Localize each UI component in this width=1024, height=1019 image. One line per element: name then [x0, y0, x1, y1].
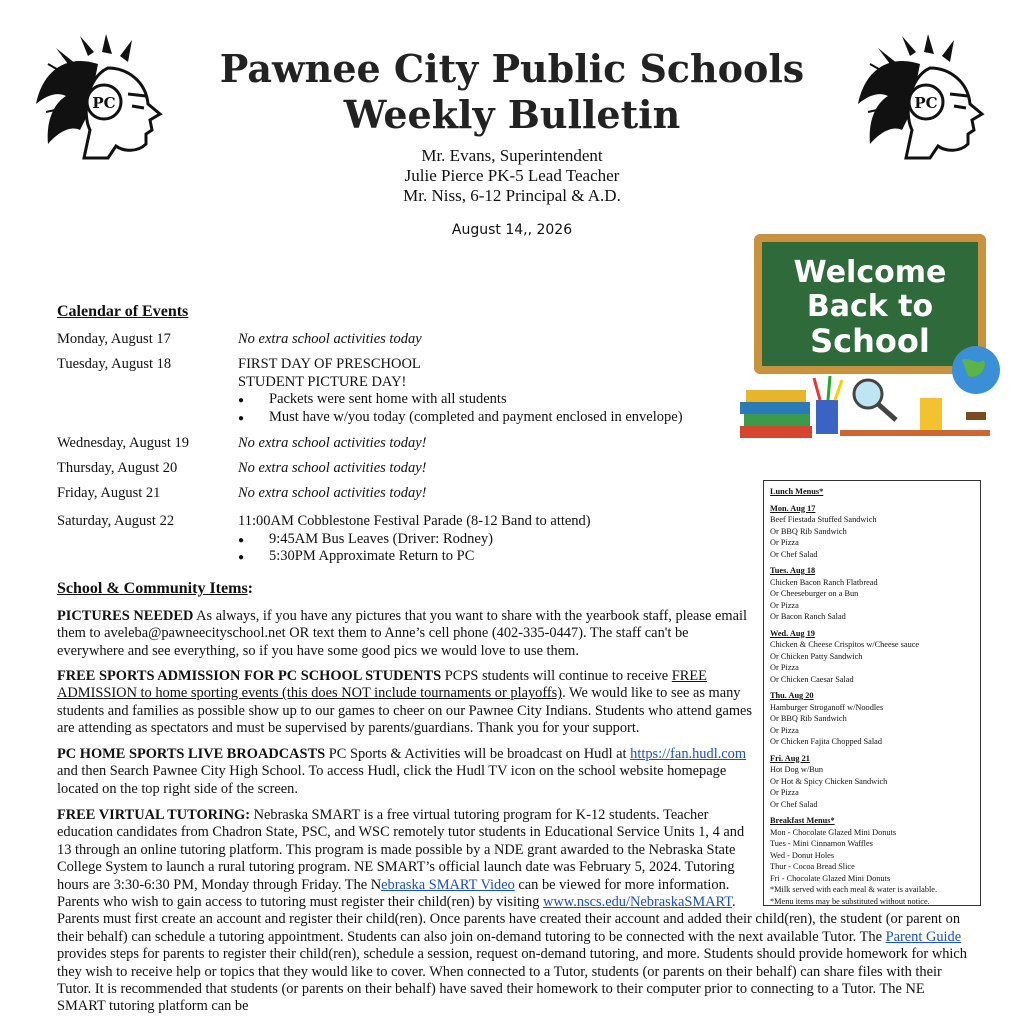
- item-title: PC HOME SPORTS LIVE BROADCASTS: [57, 746, 326, 762]
- item-title: FREE SPORTS ADMISSION FOR PC SCHOOL STUDENTS: [57, 668, 442, 684]
- tutoring-item-top: FREE VIRTUAL TUTORING: Nebraska SMART is a free virtual tutoring program for K-12 students. Teacher education candidates from Chadron State, PSC, and WSC remotely tutor students in Educational Service Units 1, 4 and 13 through an online tutoring platform. This program is made possible by a NDE grant awarded to the Nebraska State College System to launch a rural tutoring program. NE SMART’s official launch date was February 5, 2024. Tutoring hours are 3:30-6:30 PM, Monday through Friday. The Nebraska SMART Video can be viewed for more information. Parents who wish to gain access to tutoring must register their child(ren) by visiting www.nscs.edu/NebraskaSMART. Parents must first create an account and register their child(ren). Once parents have created their account and added their child(ren), the student (or parent on their behalf) can schedule a tutoring appointment. Students can also join on-demand tutoring to be connected with the next available Tutor. The Parent Guide provides steps for parents to register their child(ren), schedule a session, request on-demand tutoring, and more. Students should provide homework for which they wish to receive help or topics that they would like to cover. When connected to a Tutor, students (or parents on their behalf) can share files with their Tutor. It is recommended that students (or parents on their behalf) have saved their homework to their computer prior to connecting to a Tutor. The NE SMART tutoring platform can be: [57, 807, 967, 1015]
- board-line3: School: [810, 322, 930, 360]
- community-heading: School & Community Items:: [57, 580, 253, 597]
- calendar-event: [238, 356, 683, 426]
- free-sports-item: FREE SPORTS ADMISSION FOR PC SCHOOL STUDENTS PCPS students will continue to receive FREE ADMISSION to home sporting events (this does NOT include tournaments or playoffs). We would like to see as many students and families as possible show up to our games to cheer on our Pawnee City Indians. Students who attend games are attending as spectators and must be supervised by parents/guardians. Thank you for your support.: [57, 668, 753, 737]
- event-line: STUDENT PICTURE DAY!: [238, 373, 407, 390]
- event-bullet: ● 9:45AM Bus Leaves (Driver: Rodney): [238, 531, 591, 549]
- bulletin-title-line2: Weekly Bulletin: [343, 92, 681, 137]
- logo-text-left: PC: [92, 94, 116, 112]
- menu-note: *Milk served with each meal & water is available.: [770, 885, 938, 894]
- logo-text-right: PC: [914, 94, 938, 112]
- calendar-event: [238, 513, 591, 566]
- calendar-event: No extra school activities today!: [238, 485, 427, 501]
- staff-lead-teacher: Julie Pierce PK-5 Lead Teacher: [404, 166, 620, 185]
- event-bullet: ● Packets were sent home with all students: [238, 391, 683, 409]
- menu-heading: Lunch Menus*: [770, 487, 824, 496]
- calendar-event: No extra school activities today!: [238, 460, 427, 476]
- staff-list: [0, 146, 1024, 206]
- calendar-day: Tuesday, August 18: [57, 356, 172, 372]
- smart-video-link[interactable]: ebraska SMART Video: [381, 876, 515, 893]
- breakfast-block: Breakfast Menus* Mon - Chocolate Glazed Mini Donuts Tues - Mini Cinnamon Waffles Wed - Donut Holes Thur - Cocoa Bread Slice Fri - Chocolate Glazed Mini Donuts *Milk served with each meal & water is available. *Menu items may be substituted without notice.: [770, 815, 974, 907]
- pictures-needed-item: PICTURES NEEDED As always, if you have any pictures that you want to share with the yearbook staff, please email them to aveleba@pawneecityschool.net OR text them to Anne’s cell phone (402-335-0447). The staff can't be everywhere and see everything, so if you have some good pics we would love to use them.: [57, 608, 747, 659]
- staff-principal: Mr. Niss, 6-12 Principal & A.D.: [403, 186, 621, 205]
- staff-superintendent: Mr. Evans, Superintendent: [421, 146, 603, 165]
- event-bullet: ● Must have w/you today (completed and payment enclosed in envelope): [238, 409, 683, 427]
- event-line: 11:00AM Cobblestone Festival Parade (8-12 Band to attend): [238, 513, 591, 529]
- calendar-day: Thursday, August 20: [57, 460, 178, 476]
- calendar-event: No extra school activities today!: [238, 435, 427, 451]
- welcome-back-chalkboard-image: [740, 230, 1002, 440]
- event-line: FIRST DAY OF PRESCHOOL: [238, 356, 421, 372]
- item-title: FREE VIRTUAL TUTORING:: [57, 807, 251, 823]
- menu-day-block: Mon. Aug 17 Beef Fiestada Stuffed Sandwich Or BBQ Rib Sandwich Or Pizza Or Chef Salad: [770, 503, 877, 559]
- menu-day-block: Wed. Aug 19 Chicken & Cheese Crispitos w/Cheese sauce Or Chicken Patty Sandwich Or Pizza Or Chicken Caesar Salad: [770, 628, 920, 684]
- menu-note: *Menu items may be substituted without notice.: [770, 896, 930, 906]
- board-line2: Back to: [806, 289, 934, 324]
- menu-day-block: Fri. Aug 21 Hot Dog w/Bun Or Hot & Spicy Chicken Sandwich Or Pizza Or Chef Salad: [770, 753, 888, 809]
- item-title: PICTURES NEEDED: [57, 608, 194, 624]
- event-bullet: ● 5:30PM Approximate Return to PC: [238, 548, 591, 566]
- calendar-day: Friday, August 21: [57, 485, 161, 501]
- menu-day-block: Tues. Aug 18 Chicken Bacon Ranch Flatbread Or Cheeseburger on a Bun Or Pizza Or Bacon Ranch Salad: [770, 566, 878, 621]
- lunch-menu-box: [763, 480, 981, 906]
- bulletin-date: August 14,, 2026: [451, 222, 573, 238]
- calendar-event: No extra school activities today: [238, 331, 422, 347]
- hudl-link[interactable]: https://fan.hudl.com: [630, 746, 747, 762]
- nscs-link[interactable]: www.nscs.edu/NebraskaSMART: [543, 894, 732, 911]
- calendar-heading: Calendar of Events: [57, 303, 189, 320]
- menu-day-block: Thu. Aug 20 Hamburger Stroganoff w/Noodles Or BBQ Rib Sandwich Or Pizza Or Chicken Fajita Chopped Salad: [770, 691, 884, 746]
- calendar-day: Saturday, August 22: [57, 513, 175, 529]
- calendar-day: Wednesday, August 19: [57, 435, 190, 451]
- live-broadcast-item: PC HOME SPORTS LIVE BROADCASTS PC Sports & Activities will be broadcast on Hudl at https://fan.hudl.com and then Search Pawnee City High School. To access Hudl, click the Hudl TV icon on the school website homepage located on the top right side of the screen.: [57, 746, 747, 797]
- board-line1: Welcome: [793, 255, 947, 290]
- parent-guide-link[interactable]: Parent Guide: [885, 928, 962, 945]
- bulletin-title-line1: Pawnee City Public Schools: [219, 46, 805, 91]
- calendar-day: Monday, August 17: [57, 331, 171, 347]
